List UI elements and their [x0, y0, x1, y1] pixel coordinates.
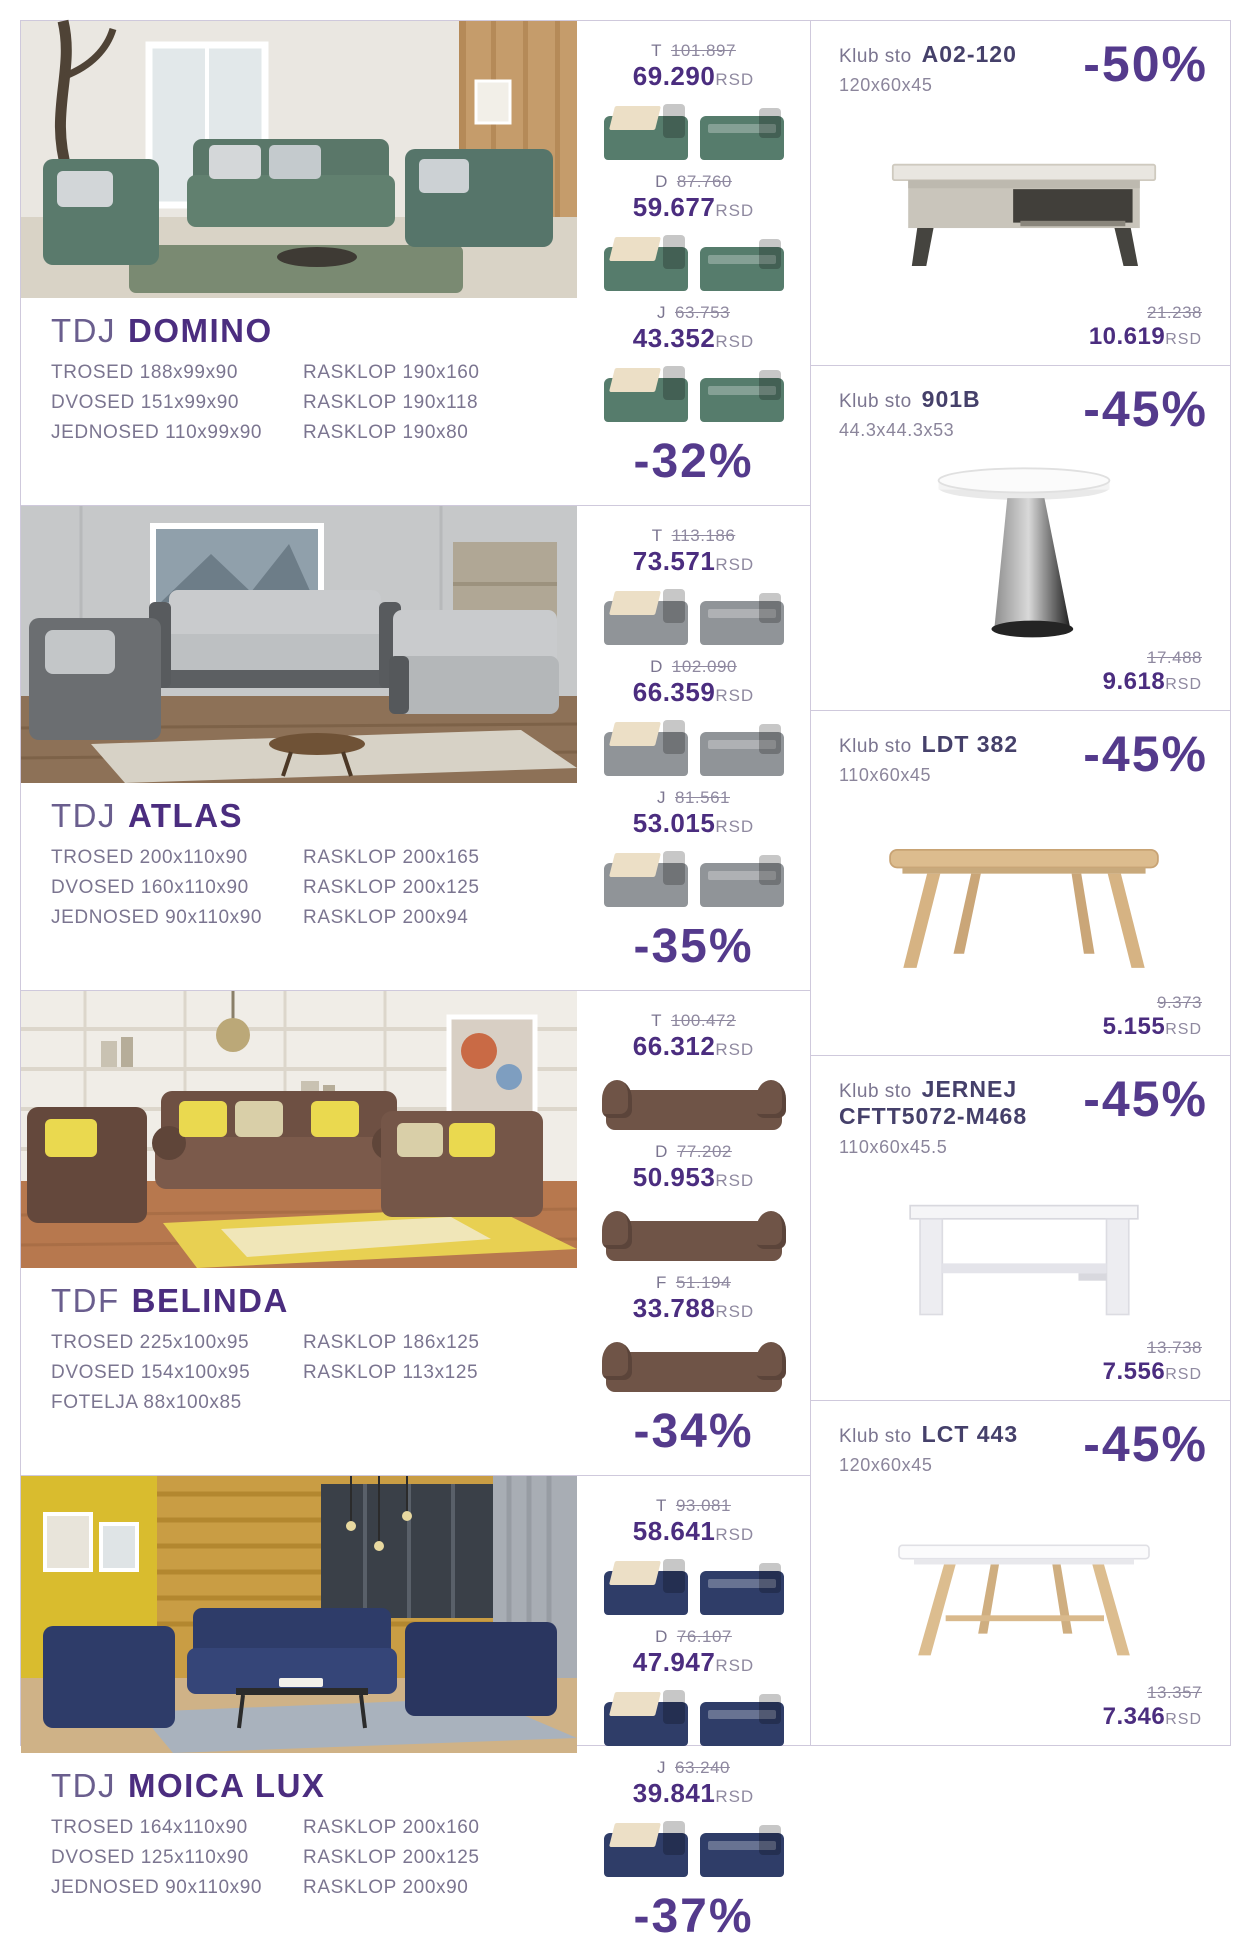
new-price: 33.788: [632, 1293, 716, 1323]
discount-badge: -45%: [1083, 1416, 1208, 1472]
currency-label: RSD: [715, 686, 755, 705]
table-section-ldt-382: [811, 711, 1230, 1056]
new-price: 47.947: [632, 1647, 716, 1677]
old-price: 21.238: [1147, 303, 1202, 322]
table-model-code: CFTT5072-M468: [839, 1103, 1028, 1129]
product-brand: TDJ: [51, 312, 116, 349]
new-price: 7.556: [1102, 1358, 1166, 1385]
price-row: [604, 303, 784, 434]
old-price: 76.107: [676, 1627, 732, 1646]
discount-badge: -50%: [1083, 36, 1208, 92]
price-code: D: [655, 1142, 668, 1161]
price-row: [604, 788, 784, 919]
price-code: D: [655, 1627, 668, 1646]
old-price: 9.373: [1156, 993, 1202, 1012]
table-dimensions: 120x60x45: [839, 75, 933, 95]
new-price: 73.571: [632, 546, 716, 576]
sofa-bed-thumbnail: [604, 1694, 784, 1746]
price-code: T: [651, 1011, 662, 1030]
table-dimensions: 44.3x44.3x53: [839, 420, 955, 440]
price-strip: [577, 991, 810, 1475]
currency-label: RSD: [715, 555, 755, 574]
table-photo-jernej: [839, 1158, 1208, 1338]
category-label: Klub sto: [839, 46, 912, 67]
price-code: J: [657, 1758, 666, 1777]
old-price: 102.090: [671, 657, 737, 676]
product-brand: TDJ: [51, 797, 116, 834]
price-row: [604, 172, 784, 303]
catalog-page: [20, 20, 1231, 1943]
currency-label: RSD: [715, 332, 755, 351]
category-label: Klub sto: [839, 391, 912, 412]
sofa-bed-thumbnail: [604, 724, 784, 776]
product-section-domino: [21, 21, 810, 506]
room-photo-atlas: [21, 506, 577, 783]
price-code: T: [651, 526, 663, 545]
product-section-belinda: [21, 991, 810, 1476]
table-model: JERNEJ: [921, 1076, 1018, 1102]
category-label: Klub sto: [839, 1081, 912, 1102]
old-price: 87.760: [676, 172, 732, 191]
discount-badge: -35%: [633, 920, 754, 973]
table-photo-901b: [839, 441, 1208, 648]
table-photo-ldt-382: [839, 786, 1208, 993]
price-row: [604, 1627, 784, 1758]
table-section-a02-120: [811, 21, 1230, 366]
price-row: [604, 1758, 784, 1889]
table-model: 901B: [921, 386, 981, 412]
discount-badge: -45%: [1083, 726, 1208, 782]
new-price: 66.359: [632, 677, 716, 707]
table-dimensions: 110x60x45: [839, 765, 932, 785]
spec-line: JEDNOSED 110x99x90 RASKLOP 190x80: [51, 422, 469, 443]
discount-badge: -32%: [633, 435, 754, 488]
sofa-bed-thumbnail: [606, 1078, 782, 1130]
price-code: D: [650, 657, 663, 676]
old-price: 17.488: [1147, 648, 1202, 667]
currency-label: RSD: [1165, 1711, 1202, 1728]
currency-label: RSD: [1165, 1021, 1202, 1038]
category-label: Klub sto: [839, 1426, 912, 1447]
price-row: [604, 526, 784, 657]
new-price: 43.352: [632, 323, 716, 353]
spec-line: DVOSED 125x110x90 RASKLOP 200x125: [51, 1847, 480, 1868]
price-row: [604, 657, 784, 788]
sofa-bed-thumbnail: [606, 1340, 782, 1392]
spec-line: TROSED 188x99x90 RASKLOP 190x160: [51, 362, 480, 383]
product-model: BELINDA: [131, 1282, 289, 1319]
product-title: [51, 312, 577, 350]
new-price: 66.312: [632, 1031, 716, 1061]
sofa-products-column: [21, 21, 811, 1943]
table-section-901b: [811, 366, 1230, 711]
new-price: 5.155: [1102, 1013, 1166, 1040]
old-price: 51.194: [675, 1273, 731, 1292]
price-row: [604, 41, 784, 172]
currency-label: RSD: [1165, 331, 1202, 348]
old-price: 101.897: [670, 41, 736, 60]
sofa-bed-thumbnail: [604, 855, 784, 907]
currency-label: RSD: [715, 1656, 755, 1675]
sofa-bed-thumbnail: [604, 1825, 784, 1877]
currency-label: RSD: [715, 70, 755, 89]
price-row: [606, 1142, 782, 1273]
price-strip: [577, 506, 810, 990]
table-photo-lct-443: [839, 1476, 1208, 1683]
spec-line: TROSED 225x100x95 RASKLOP 186x125: [51, 1332, 480, 1353]
room-photo-belinda: [21, 991, 577, 1268]
old-price: 63.753: [675, 303, 730, 322]
table-photo-a02-120: [839, 96, 1208, 303]
currency-label: RSD: [715, 1302, 755, 1321]
table-model: LDT 382: [921, 731, 1019, 757]
discount-badge: -45%: [1083, 1071, 1208, 1127]
new-price: 58.641: [632, 1516, 716, 1546]
spec-line: TROSED 164x110x90 RASKLOP 200x160: [51, 1817, 480, 1838]
currency-label: RSD: [715, 817, 755, 836]
new-price: 69.290: [632, 61, 716, 91]
spec-line: DVOSED 151x99x90 RASKLOP 190x118: [51, 392, 479, 413]
sofa-bed-thumbnail: [604, 1563, 784, 1615]
spec-line: TROSED 200x110x90 RASKLOP 200x165: [51, 847, 480, 868]
price-row: [604, 1496, 784, 1627]
price-code: F: [656, 1273, 667, 1292]
category-label: Klub sto: [839, 736, 912, 757]
product-model: ATLAS: [128, 797, 244, 834]
currency-label: RSD: [715, 1525, 755, 1544]
discount-badge: -45%: [1083, 381, 1208, 437]
sofa-bed-thumbnail: [606, 1209, 782, 1261]
new-price: 53.015: [632, 808, 716, 838]
old-price: 13.738: [1147, 1338, 1202, 1357]
product-brand: TDF: [51, 1282, 120, 1319]
sofa-bed-thumbnail: [604, 108, 784, 160]
old-price: 113.186: [671, 526, 736, 545]
table-dimensions: 120x60x45: [839, 1455, 933, 1475]
table-section-jernej: [811, 1056, 1230, 1401]
currency-label: RSD: [715, 1040, 755, 1059]
currency-label: RSD: [715, 1171, 755, 1190]
discount-badge: -34%: [633, 1405, 754, 1458]
price-code: T: [651, 41, 662, 60]
currency-label: RSD: [715, 201, 755, 220]
table-section-lct-443: [811, 1401, 1230, 1745]
new-price: 10.619: [1088, 323, 1166, 350]
product-section-atlas: [21, 506, 810, 991]
new-price: 50.953: [632, 1162, 716, 1192]
currency-label: RSD: [1165, 1366, 1202, 1383]
new-price: 7.346: [1102, 1703, 1166, 1730]
old-price: 63.240: [675, 1758, 730, 1777]
price-code: T: [656, 1496, 667, 1515]
spec-line: DVOSED 160x110x90 RASKLOP 200x125: [51, 877, 480, 898]
table-model: A02-120: [921, 41, 1017, 67]
room-photo-domino: [21, 21, 577, 298]
product-title: [51, 797, 577, 835]
product-title: [51, 1767, 577, 1805]
price-strip: [577, 1476, 810, 1960]
price-row: [606, 1011, 782, 1142]
product-brand: TDJ: [51, 1767, 116, 1804]
discount-badge: -37%: [633, 1890, 754, 1943]
new-price: 9.618: [1102, 668, 1166, 695]
product-section-moica-lux: [21, 1476, 810, 1960]
coffee-table-column: [811, 21, 1230, 1745]
sofa-bed-thumbnail: [604, 370, 784, 422]
currency-label: RSD: [715, 1787, 755, 1806]
price-code: J: [657, 788, 666, 807]
sofa-bed-thumbnail: [604, 239, 784, 291]
product-title: [51, 1282, 577, 1320]
product-model: MOICA LUX: [128, 1767, 326, 1804]
spec-line: DVOSED 154x100x95 RASKLOP 113x125: [51, 1362, 479, 1383]
sofa-bed-thumbnail: [604, 593, 784, 645]
currency-label: RSD: [1165, 676, 1202, 693]
product-model: DOMINO: [128, 312, 273, 349]
old-price: 100.472: [670, 1011, 736, 1030]
old-price: 93.081: [675, 1496, 731, 1515]
spec-line: JEDNOSED 90x110x90 RASKLOP 200x94: [51, 907, 469, 928]
table-dimensions: 110x60x45.5: [839, 1137, 948, 1157]
price-strip: [577, 21, 810, 505]
price-code: J: [657, 303, 666, 322]
new-price: 39.841: [632, 1778, 716, 1808]
old-price: 13.357: [1147, 1683, 1202, 1702]
spec-line: FOTELJA 88x100x85: [51, 1392, 242, 1413]
table-model: LCT 443: [921, 1421, 1019, 1447]
room-photo-moica-lux: [21, 1476, 577, 1753]
price-code: D: [655, 172, 668, 191]
old-price: 77.202: [676, 1142, 732, 1161]
old-price: 81.561: [675, 788, 730, 807]
spec-line: JEDNOSED 90x110x90 RASKLOP 200x90: [51, 1877, 469, 1898]
price-row: [606, 1273, 782, 1404]
new-price: 59.677: [632, 192, 716, 222]
